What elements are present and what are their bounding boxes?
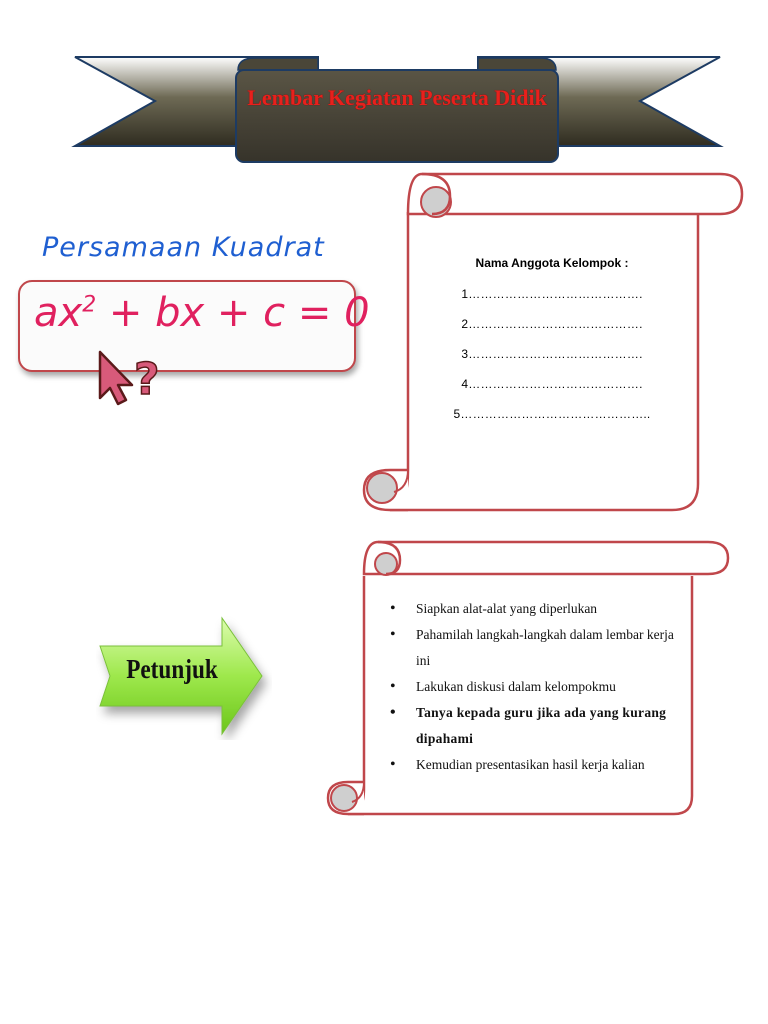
formula-exponent: 2 [82,292,97,318]
petunjuk-label: Petunjuk [126,654,218,684]
members-title: Nama Anggota Kelompok : [475,256,629,270]
instruction-item: • Pahamilah langkah-langkah dalam lembar kerja ini [390,622,690,674]
member-line-3: 3……………………………………. [461,347,643,361]
members-list [412,256,692,437]
member-line-5: 5……………………………………….. [453,407,651,421]
instruction-item: • Siapkan alat-alat yang diperlukan [390,596,690,622]
cursor-arrow-icon [100,352,132,404]
question-mark-icon: ? [134,354,160,405]
instruction-item: • Tanya kepada guru jika ada yang kurang dipahami [390,700,690,752]
cursor-question-graphic [96,348,168,406]
banner-title: Lembar Kegiatan Peserta Didik [247,85,547,110]
quadratic-formula [34,290,370,336]
instruction-item: • Kemudian presentasikan hasil kerja kalian [390,752,690,778]
instructions-list [390,596,690,778]
member-line-4: 4……………………………………. [461,377,643,391]
topic-title: Persamaan Kuadrat [42,232,325,263]
instruction-item: • Lakukan diskusi dalam kelompokmu [390,674,690,700]
formula-rest: + bx + c = 0 [96,290,370,336]
formula-term-a: ax [34,290,83,336]
member-line-1: 1……………………………………. [461,287,643,301]
member-line-2: 2……………………………………. [461,317,643,331]
